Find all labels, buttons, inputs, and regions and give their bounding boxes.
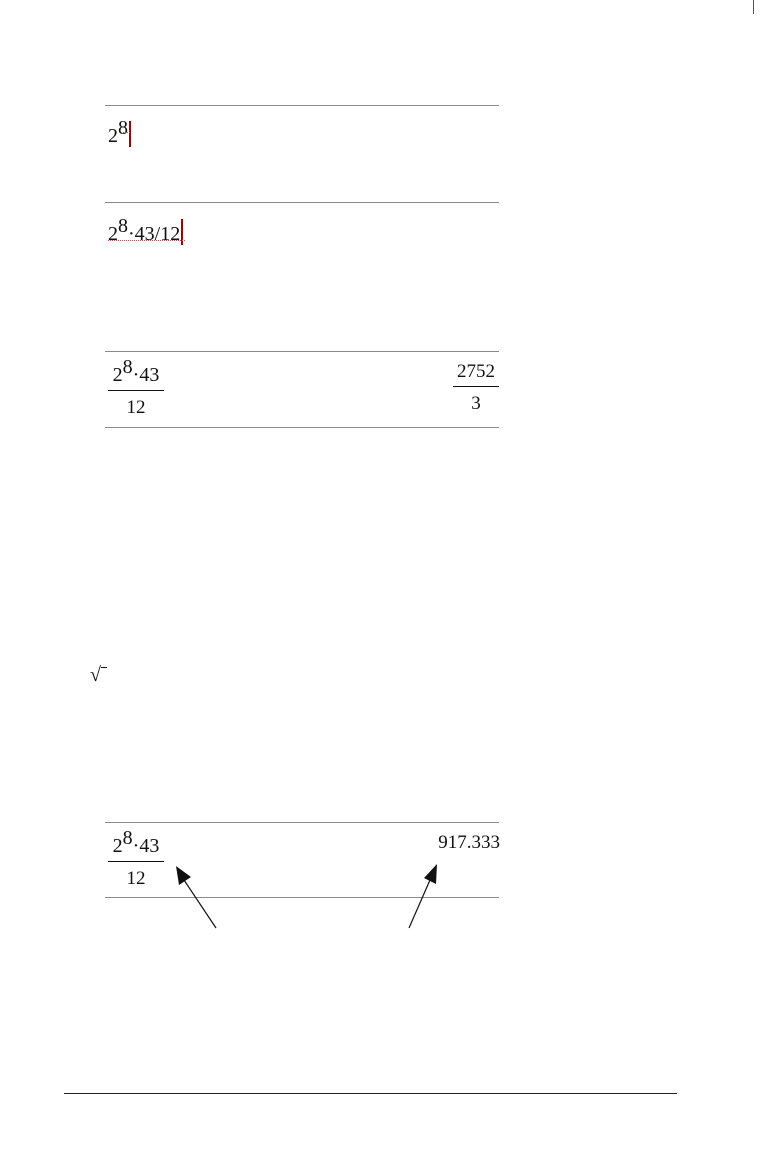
decimal-result: 917.333 xyxy=(438,832,500,853)
right-callout-arrow xyxy=(409,864,437,928)
result-denominator: 3 xyxy=(471,393,481,414)
result-numerator: 2752 xyxy=(457,361,495,382)
expression-rest: ·43/12 xyxy=(128,223,181,245)
exponent-text: 8 xyxy=(118,117,128,139)
base-text: 2 xyxy=(108,223,118,245)
base-text: 2 xyxy=(108,125,118,147)
fraction-denominator: 12 xyxy=(126,397,146,418)
left-callout-arrow xyxy=(176,866,216,928)
fraction-numerator: $2^8\cdot 43$ xyxy=(112,356,160,386)
fraction-denominator: 12 xyxy=(126,868,146,889)
exponent-text: 8 xyxy=(118,215,128,237)
page-footer-rule xyxy=(64,1093,677,1094)
fraction-numerator: $2^8\cdot 43$ xyxy=(112,827,160,857)
sqrt-icon: √ xyxy=(90,664,101,686)
